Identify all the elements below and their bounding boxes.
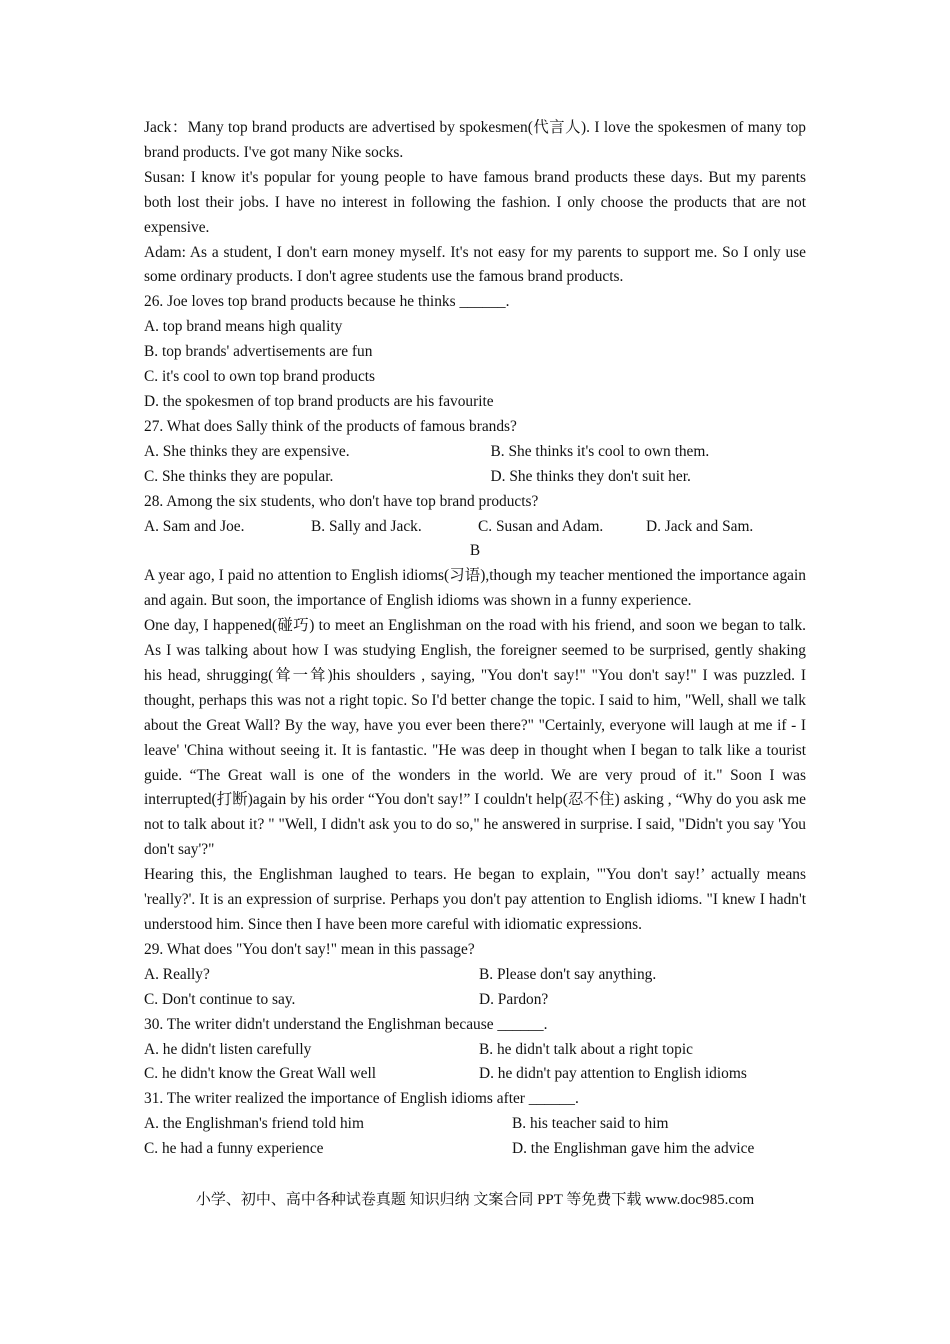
q28-stem: 28. Among the six students, who don't have top brand products? <box>144 492 539 510</box>
q26-option-a: A. top brand means high quality <box>144 318 343 336</box>
q26-option-c: C. it's cool to own top brand products <box>144 368 376 386</box>
q28-option-b: B. Sally and Jack. <box>311 517 422 535</box>
section-b-paragraph-3: Hearing this, the Englishman laughed to tears. He began to explain, "'You don't say!’ actually means 'really?'. It is an expression of surprise. Perhaps you don't pay attention to English idioms. "I knew I hadn't understood him. Since then I have been more careful with idiomatic expressions. <box>144 866 806 933</box>
q31-options-row-1 <box>144 1112 806 1137</box>
q28-option-a: A. Sam and Joe. <box>144 517 245 535</box>
q27-option-b: B. She thinks it's cool to own them. <box>490 442 710 460</box>
q27-options-row-2 <box>144 465 806 490</box>
q30-stem: 30. The writer didn't understand the Englishman because ______. <box>144 1015 548 1033</box>
q30-option-d: D. he didn't pay attention to English idioms <box>479 1065 747 1083</box>
q30-options-row-1 <box>144 1038 806 1063</box>
q27-option-c: C. She thinks they are popular. <box>144 467 334 485</box>
q31-options-row-2 <box>144 1137 806 1162</box>
q29-option-b: B. Please don't say anything. <box>479 965 657 983</box>
q26-option-b: B. top brands' advertisements are fun <box>144 343 373 361</box>
page-footer: 小学、初中、高中各种试卷真题 知识归纳 文案合同 PPT 等免费下载 www.doc985.com <box>195 1192 755 1208</box>
q29-stem: 29. What does "You don't say!" mean in this passage? <box>144 940 475 958</box>
q30-option-a: A. he didn't listen carefully <box>144 1040 312 1058</box>
q31-option-d: D. the Englishman gave him the advice <box>512 1140 755 1158</box>
q28-options-row <box>144 515 806 540</box>
q29-options-row-2 <box>144 988 806 1013</box>
document-body <box>144 116 806 1162</box>
q30-option-b: B. he didn't talk about a right topic <box>479 1040 693 1058</box>
section-b-paragraph-2: One day, I happened(碰巧) to meet an Englishman on the road with his friend, and soon we began to talk. As I was talking about how I was studying English, the foreigner seemed to be surprised, gently shaking his head, shrugging(耸一耸)his shoulders , saying, "You don't say!" "You don't say!" I was puzzled. I thought, perhaps this was not a right topic. So I'd better change the topic. I said to him, "Well, shall we talk about the Great Wall? By the way, have you ever been there?" "Certainly, everyone will laugh at me if - I leave' 'China without seeing it. It is fantastic. "He was deep in thought when I began to talk like a tourist guide. “The Great wall is one of the wonders in the world. We are very proud of it." Soon I was interrupted(打断)again by his order “You don't say!” I couldn't help(忍不住) asking , “Why do you ask me not to talk about it? " "Well, I didn't ask you to do so," he answered in surprise. I said, "Didn't you say 'You don't say'?" <box>144 617 806 859</box>
q26-option-d: D. the spokesmen of top brand products are his favourite <box>144 392 494 410</box>
q31-stem: 31. The writer realized the importance of English idioms after ______. <box>144 1090 579 1108</box>
q29-option-d: D. Pardon? <box>479 990 549 1008</box>
section-b-paragraph-1: A year ago, I paid no attention to English idioms(习语),though my teacher mentioned the importance again and again. But soon, the importance of English idioms was shown in a funny experience. <box>144 567 806 610</box>
q26-stem: 26. Joe loves top brand products because he thinks ______. <box>144 293 510 311</box>
q30-option-c: C. he didn't know the Great Wall well <box>144 1065 377 1083</box>
q27-stem: 27. What does Sally think of the products of famous brands? <box>144 417 517 435</box>
susan-paragraph: Susan: I know it's popular for young people to have famous brand products these days. But my parents both lost their jobs. I have no interest in following the fashion. I only choose the products that are not expensive. <box>144 168 806 236</box>
q31-option-b: B. his teacher said to him <box>512 1115 669 1133</box>
q29-options-row-1 <box>144 963 806 988</box>
q29-option-a: A. Really? <box>144 965 210 983</box>
q27-options-row-1 <box>144 440 806 465</box>
q27-option-a: A. She thinks they are expensive. <box>144 442 350 460</box>
section-b-heading: B <box>469 542 481 560</box>
q29-option-c: C. Don't continue to say. <box>144 990 296 1008</box>
jack-paragraph: Jack：Many top brand products are advertised by spokesmen(代言人). I love the spokesmen of many top brand products. I've got many Nike socks. <box>144 119 806 161</box>
q31-option-c: C. he had a funny experience <box>144 1140 324 1158</box>
q28-option-c: C. Susan and Adam. <box>478 517 604 535</box>
q28-option-d: D. Jack and Sam. <box>646 517 754 535</box>
adam-paragraph: Adam: As a student, I don't earn money myself. It's not easy for my parents to support me. So I only use some ordinary products. I don't agree students use the famous brand products. <box>144 243 806 286</box>
q30-options-row-2 <box>144 1062 806 1087</box>
q27-option-d: D. She thinks they don't suit her. <box>490 467 691 485</box>
q31-option-a: A. the Englishman's friend told him <box>144 1115 364 1133</box>
